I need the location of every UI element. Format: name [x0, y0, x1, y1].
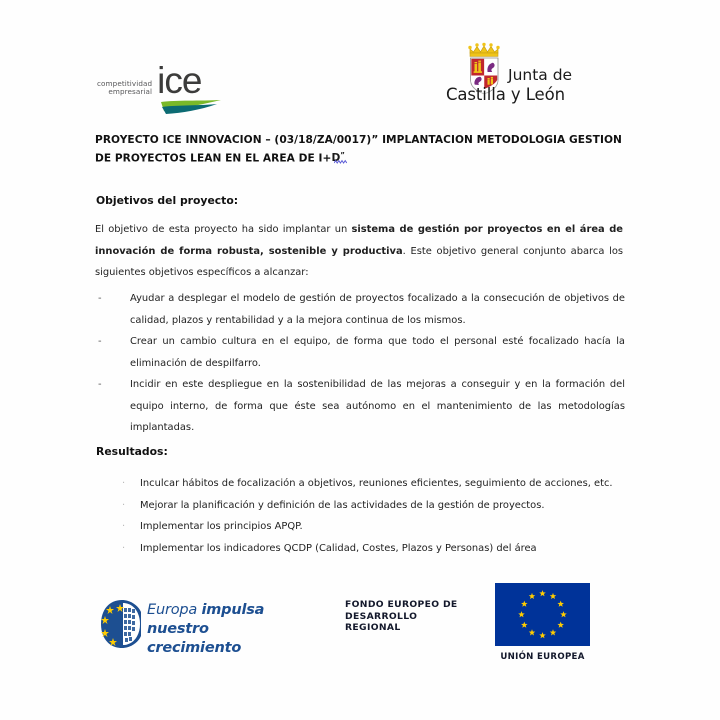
objetivos-list-item [95, 374, 625, 439]
header-logos [0, 38, 720, 118]
objetivos-paragraph-run-1: sistema de gestión por proyectos en el área de innovación de forma robusta, sostenible y productiva [95, 224, 623, 257]
resultados-list-item-text: Implementar los principios APQP. [140, 521, 303, 532]
europe-stars-emblem-icon [100, 599, 144, 649]
objetivos-bullet-marker: - [98, 379, 102, 390]
resultados-bullet-marker: · [122, 542, 126, 554]
feder-line2: DESARROLLO [345, 610, 418, 622]
objetivos-bullet-marker: - [98, 336, 102, 347]
eu-flag-block [495, 583, 595, 662]
objetivos-bullet-marker: - [98, 293, 102, 304]
junta-line1: Junta de [508, 66, 573, 84]
objetivos-list-item-text: Incidir en este despliegue en la sostenibilidad de las mejoras a conseguir y en la formación del equipo interno, de forma que éste sea autónomo en el mantenimiento de las metodologías implantadas. [130, 379, 625, 433]
ice-tagline [97, 80, 152, 97]
resultados-list-item-text: Implementar los indicadores QCDP (Calidad, Costes, Plazos y Personas) del área [140, 542, 537, 554]
eu-flag-caption: UNIÓN EUROPEA [500, 652, 585, 662]
footer-logos [0, 575, 720, 665]
europa-line1-bold: impulsa [201, 602, 265, 618]
resultados-list-item [95, 495, 625, 517]
resultados-list-item [95, 516, 625, 538]
objetivos-list-item-text: Crear un cambio cultura en el equipo, de forma que todo el personal esté focalizado hacía la eliminación de despilfarro. [130, 336, 625, 369]
europa-text [147, 601, 300, 658]
objetivos-paragraph [95, 219, 623, 284]
junta-castilla-leon-logo [440, 38, 620, 118]
resultados-list-item-text: Mejorar la planificación y definición de las actividades de la gestión de proyectos. [140, 499, 545, 511]
feder-text [345, 599, 458, 634]
resultados-heading: Resultados: [96, 445, 168, 458]
europa-line1-normal: Europa [147, 602, 202, 618]
junta-line2: Castilla y León [446, 85, 565, 104]
ice-swoosh-icon [160, 99, 222, 115]
resultados-bullet-marker: · [122, 478, 126, 489]
feder-line1: FONDO EUROPEO DE [345, 599, 458, 610]
objetivos-heading: Objetivos del proyecto: [96, 194, 239, 207]
objetivos-paragraph-run-2: . Este objetivo general conjunto abarca los siguientes objetivos específicos a alcanzar: [95, 245, 624, 278]
title-line-2-prefix: DE PROYECTOS LEAN EN EL AREA DE I+ [95, 152, 332, 165]
objetivos-list [95, 288, 625, 439]
eu-flag-icon [495, 583, 590, 646]
objetivos-list-item [95, 331, 625, 374]
document-title [95, 133, 623, 166]
spellcheck-squiggle-icon [334, 158, 347, 165]
europa-line2: nuestro crecimiento [147, 621, 242, 656]
title-line-1: PROYECTO ICE INNOVACION – (03/18/ZA/0017)” IMPLANTACION METODOLOGIA GESTION [95, 134, 622, 146]
objetivos-list-item [95, 288, 625, 331]
resultados-list-item-text: Inculcar hábitos de focalización a objetivos, reuniones eficientes, seguimiento de acciones, etc. [140, 478, 613, 489]
objetivos-list-item-text: Ayudar a desplegar el modelo de gestión de proyectos focalizado a la consecución de objetivos de calidad, plazos y rentabilidad y a la mejora continua de los mismos. [130, 293, 625, 326]
ice-wordmark: ice [157, 60, 202, 101]
ice-mark [157, 60, 223, 114]
title-superscript-mark: ” [340, 150, 345, 159]
ice-tagline-line1: competitividad [97, 79, 153, 88]
resultados-bullet-marker: · [122, 499, 126, 511]
resultados-bullet-marker: · [122, 521, 126, 532]
europa-line1 [147, 601, 300, 620]
europa-impulsa-logo [100, 598, 300, 656]
ice-logo [97, 60, 223, 114]
title-id-mark: D [331, 152, 341, 165]
resultados-list [95, 473, 625, 559]
ice-tagline-line2: empresarial [108, 87, 153, 97]
objetivos-paragraph-run-0: El objetivo de esta proyecto ha sido implantar un [95, 224, 352, 235]
resultados-list-item [95, 538, 625, 560]
junta-text [440, 66, 620, 105]
title-line-2 [95, 148, 623, 166]
resultados-list-item [95, 473, 625, 495]
feder-line3: REGIONAL [345, 622, 401, 634]
